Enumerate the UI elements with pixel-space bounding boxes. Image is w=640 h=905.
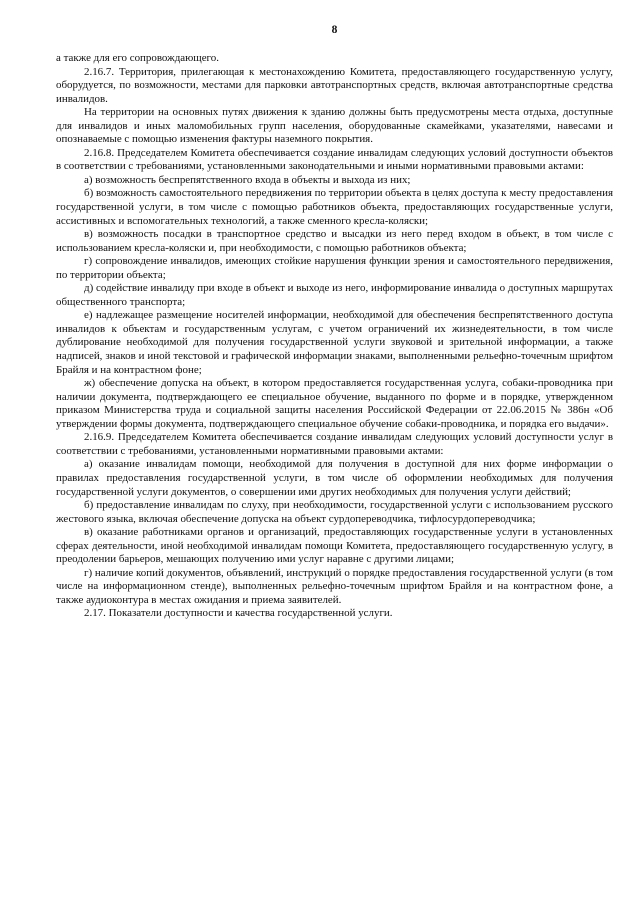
paragraph: в) оказание работниками органов и организаций, предоставляющих государственные услуги в установленных сферах деятельности, иной необходимой инвалидам помощи Комитета, предоставляющего государственную услугу, в преодолении барьеров, мешающих получению ими услуг наравне с другими лицами;: [56, 526, 613, 566]
paragraph: 2.17. Показатели доступности и качества государственной услуги.: [84, 607, 393, 620]
paragraph: На территории на основных путях движения к зданию должны быть предусмотрены места отдыха, доступные для инвалидов и иных маломобильных групп населения, оборудованные скамейками, указателями, навесами и опознаваемые с помощью изменения фактуры наземного покрытия.: [56, 106, 613, 146]
paragraph: б) предоставление инвалидам по слуху, при необходимости, государственной услуги с использованием русского жестового языка, включая обеспечение допуска на объект сурдопереводчика, тифлосурдопереводчика;: [56, 499, 613, 525]
paragraph: а также для его сопровождающего.: [56, 52, 219, 64]
paragraph: ж) обеспечение допуска на объект, в котором предоставляется государственная услуга, собаки-проводника при наличии документа, подтверждающего ее специальное обучение, выданного по форме и в порядке, утвержденном приказом Министерства труда и социальной защиты населения Российской Федерации от 22.06.2015 № 386н «Об утверждении формы документа, подтверждающего специальное обучение собаки-проводника, и порядка его выдачи».: [56, 377, 613, 430]
paragraph: в) возможность посадки в транспортное средство и высадки из него перед входом в объект, в том числе с использованием кресла-коляски и, при необходимости, с помощью работников объекта;: [56, 228, 613, 254]
paragraph: е) надлежащее размещение носителей информации, необходимой для обеспечения беспрепятственного доступа инвалидов к объектам и государственным услугам, с учетом ограничений их жизнедеятельности, в том числе дублирование необходимой для получения государственной услуги звуковой и зрительной информации, а также надписей, знаков и иной текстовой и графической информации знаками, выполненными рельефно-точечным шрифтом Брайля и на контрастном фоне;: [56, 309, 613, 376]
paragraph: 2.16.9. Председателем Комитета обеспечивается создание инвалидам следующих условий доступности услуг в соответствии с требованиями, установленными нормативными правовыми актами:: [56, 431, 613, 457]
paragraph: г) сопровождение инвалидов, имеющих стойкие нарушения функции зрения и самостоятельного передвижения, по территории объекта;: [56, 255, 613, 281]
paragraph: а) оказание инвалидам помощи, необходимой для получения в доступной для них форме информации о правилах предоставления государственной услуги, в том числе об оформлении необходимых для получения государственной услуги документов, о совершении ими других необходимых для получения услуги действий;: [56, 458, 613, 498]
page-number: 8: [331, 24, 338, 36]
paragraph: г) наличие копий документов, объявлений, инструкций о порядке предоставления государственной услуги (в том числе на информационном стенде), выполненных рельефно-точечным шрифтом Брайля и на контрастном фоне, а также аудиоконтура в местах ожидания и приема заявителей.: [56, 566, 613, 606]
document-body: [56, 52, 613, 621]
paragraph: 2.16.7. Территория, прилегающая к местонахождению Комитета, предоставляющего государственную услугу, оборудуется, по возможности, местами для парковки автотранспортных средств, включая автотранспортные средства инвалидов.: [56, 65, 613, 105]
paragraph: д) содействие инвалиду при входе в объект и выходе из него, информирование инвалида о доступных маршрутах общественного транспорта;: [56, 282, 613, 308]
paragraph: 2.16.8. Председателем Комитета обеспечивается создание инвалидам следующих условий доступности объектов в соответствии с требованиями, установленными законодательными и иными нормативными правовыми актами:: [56, 146, 613, 173]
paragraph: б) возможность самостоятельного передвижения по территории объекта в целях доступа к месту предоставления государственной услуги, в том числе с помощью работников объекта, предоставляющих государственные услуги, ассистивных и вспомогательных технологий, а также сменного кресла-коляски;: [56, 187, 613, 227]
paragraph: а) возможность беспрепятственного входа в объекты и выхода из них;: [84, 173, 411, 186]
